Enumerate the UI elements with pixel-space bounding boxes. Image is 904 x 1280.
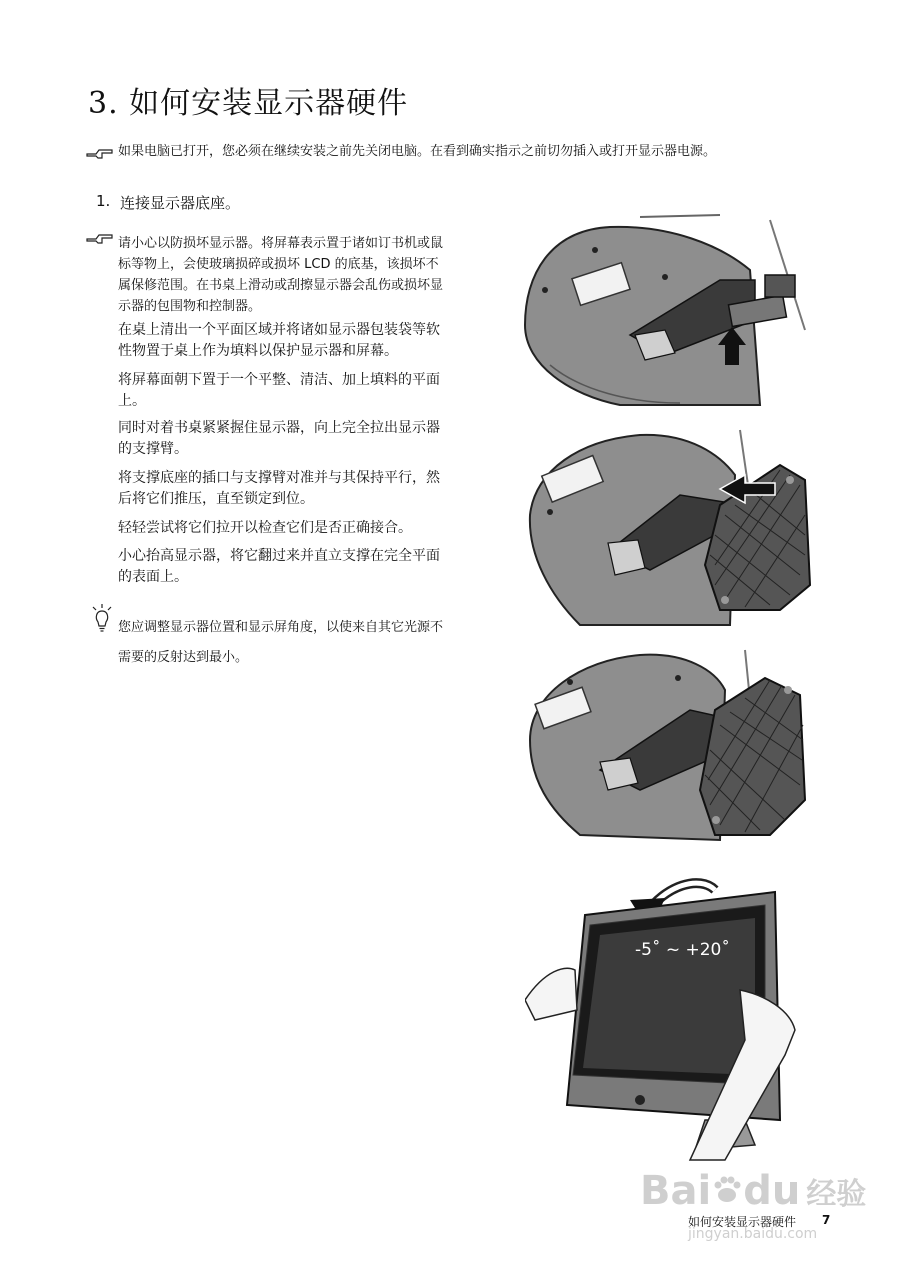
figure-pull-arm (520, 205, 820, 410)
instruction-paragraph (118, 418, 504, 460)
power-off-note: 如果电脑已打开，您必须在继续安装之前先关闭电脑。在看到确实指示之前切勿插入或打开显示器电源。 (118, 144, 717, 159)
instruction-paragraph (118, 370, 504, 412)
watermark-brand: Bai (640, 1168, 712, 1214)
paragraph-line: 在桌上清出一个平面区域并将诸如显示器包装袋等软 (118, 322, 440, 338)
figure-tilt-monitor (525, 870, 815, 1170)
paragraph-line: 上。 (118, 393, 146, 409)
paragraph-line: 性物置于桌上作为填料以保护显示器和屏幕。 (118, 343, 398, 359)
tilt-range-label: -5˚ ~ +20˚ (635, 940, 730, 960)
paragraph-line: 将支撑底座的插口与支撑臂对准并与其保持平行，然 (118, 470, 440, 486)
lightbulb-icon (90, 603, 114, 633)
paragraph-line: 的表面上。 (118, 569, 188, 585)
instruction-paragraph (118, 468, 504, 510)
paragraph-line: 同时对着书桌紧紧握住显示器，向上完全拉出显示器 (118, 420, 440, 436)
tip-line: 需要的反射达到最小。 (118, 650, 249, 665)
paragraph-line: 轻轻尝试将它们拉开以检查它们是否正确接合。 (118, 520, 412, 536)
caution-line: 示器的包围物和控制器。 (118, 299, 262, 314)
caution-line: 请小心以防损坏显示器。将屏幕表示置于诸如订书机或鼠 (118, 236, 444, 251)
instruction-paragraph (118, 320, 504, 362)
paragraph-line: 将屏幕面朝下置于一个平整、清洁、加上填料的平面 (118, 372, 440, 388)
page-title: 3. 如何安装显示器硬件 (88, 86, 409, 121)
watermark-url: jingyan.baidu.com (688, 1226, 818, 1242)
caution-note (118, 233, 508, 317)
figure-base-attached (520, 640, 820, 850)
instruction-paragraph (118, 518, 504, 539)
footer-section-title: 如何安装显示器硬件 (688, 1215, 797, 1229)
paragraph-line: 后将它们推压，直至锁定到位。 (118, 491, 314, 507)
pointing-hand-icon (86, 147, 114, 161)
caution-line: 属保修范围。在书桌上滑动或刮擦显示器会乱伤或损坏显 (118, 278, 444, 293)
watermark-brand-jingyan: 经验 (806, 1177, 867, 1212)
watermark-brand-suffix: du (743, 1168, 801, 1214)
paragraph-line: 的支撑臂。 (118, 441, 188, 457)
figure-attach-base (520, 425, 820, 630)
paragraph-line: 小心抬高显示器，将它翻过来并直立支撑在完全平面 (118, 548, 440, 564)
tip-note (118, 611, 508, 674)
step-number: 1. (96, 192, 111, 210)
watermark-logo (640, 1168, 866, 1214)
pointing-hand-icon (86, 232, 114, 246)
caution-line: 标等物上，会使玻璃损碎或损坏 LCD 的底基，该损坏不 (118, 257, 439, 272)
page-number: 7 (822, 1213, 831, 1227)
tip-line: 您应调整显示器位置和显示屏角度，以使来自其它光源不 (118, 620, 444, 635)
instruction-paragraph (118, 546, 504, 588)
step-heading: 连接显示器底座。 (120, 194, 241, 212)
paw-icon (711, 1174, 743, 1206)
